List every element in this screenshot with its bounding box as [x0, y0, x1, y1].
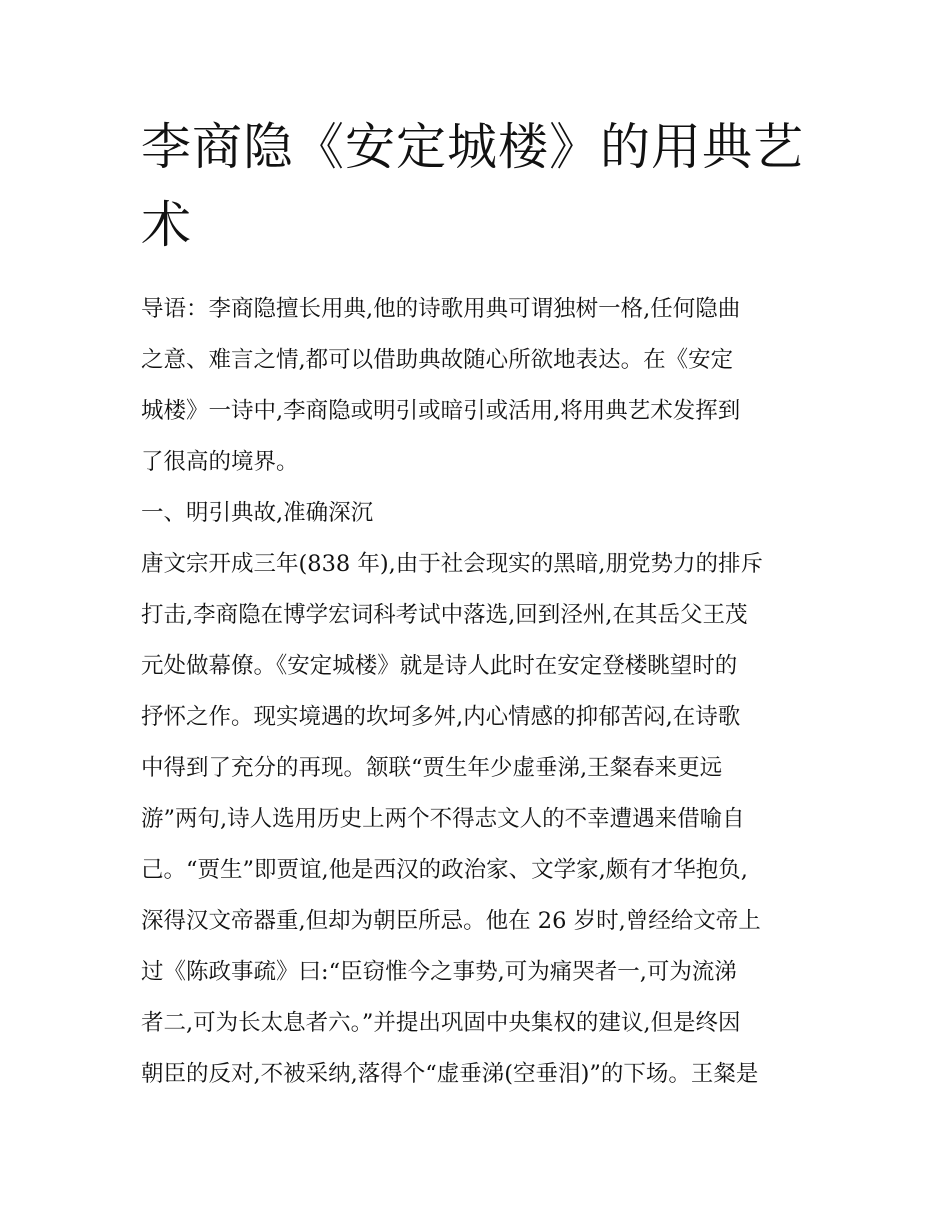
title-line: 术 [141, 196, 192, 254]
section-heading: 一、明引典故,准确深沉 [141, 500, 374, 526]
document-title [141, 108, 816, 264]
body-line: 者二,可为长太息者六。”并提出巩固中央集权的建议,但是终因 [141, 1010, 741, 1036]
document-page [141, 108, 816, 1100]
body-line: 打击,李商隐在博学宏词科考试中落选,回到泾州,在其岳父王茂 [141, 602, 748, 628]
document-body [141, 284, 816, 1100]
intro-paragraph [141, 284, 816, 488]
intro-line: 了很高的境界。 [141, 449, 299, 475]
body-paragraph [141, 539, 816, 1100]
body-line: 过《陈政事疏》曰:“臣窃惟今之事势,可为痛哭者一,可为流涕 [141, 959, 737, 985]
body-line: 深得汉文帝器重,但却为朝臣所忌。他在 26 岁时,曾经给文帝上 [141, 908, 761, 934]
body-line: 抒怀之作。现实境遇的坎坷多舛,内心情感的抑郁苦闷,在诗歌 [141, 704, 741, 730]
intro-line: 之意、难言之情,都可以借助典故随心所欲地表达。在《安定 [141, 347, 734, 373]
body-line: 朝臣的反对,不被采纳,落得个“虚垂涕(空垂泪)”的下场。王粲是 [141, 1061, 759, 1087]
body-line: 中得到了充分的再现。颔联“贾生年少虚垂涕,王粲春来更远 [141, 755, 723, 781]
body-line: 唐文宗开成三年(838 年),由于社会现实的黑暗,朋党势力的排斥 [141, 551, 763, 577]
intro-line: 导语：李商隐擅长用典,他的诗歌用典可谓独树一格,任何隐曲 [141, 296, 741, 322]
intro-line: 城楼》一诗中,李商隐或明引或暗引或活用,将用典艺术发挥到 [141, 398, 741, 424]
body-line: 己。“贾生”即贾谊,他是西汉的政治家、文学家,颇有才华抱负, [141, 857, 748, 883]
body-line: 元处做幕僚。《安定城楼》就是诗人此时在安定登楼眺望时的 [141, 653, 738, 679]
body-line: 游”两句,诗人选用历史上两个不得志文人的不幸遭遇来借喻自 [141, 806, 745, 832]
title-line: 李商隐《安定城楼》的用典艺 [141, 118, 804, 176]
